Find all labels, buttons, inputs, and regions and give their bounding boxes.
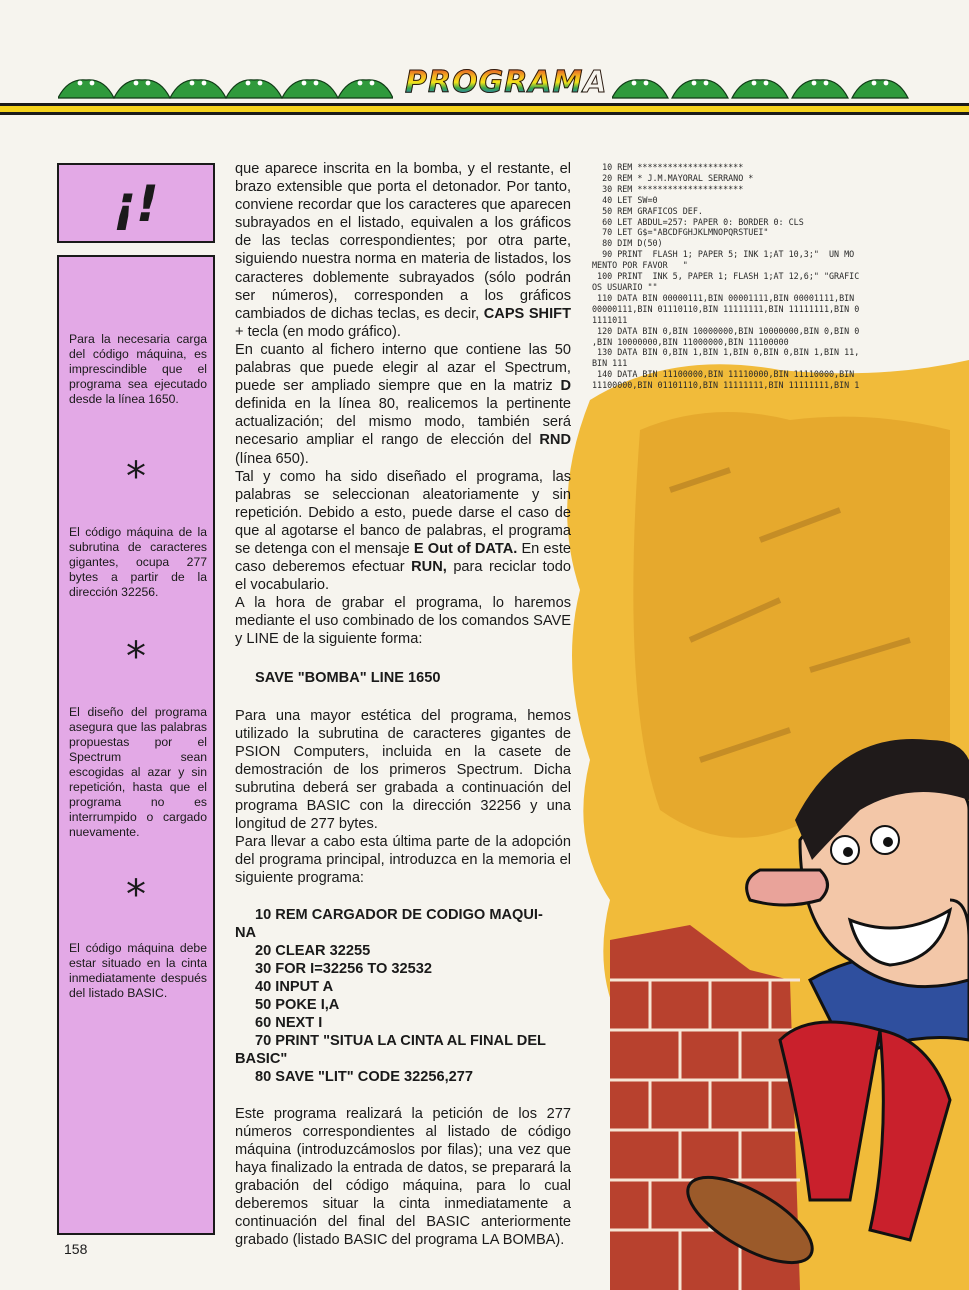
paragraph: Para llevar a cabo esta última parte de la adopción del programa principal, introduzca en la memoria el siguiente programa: (235, 834, 571, 887)
save-command: SAVE "BOMBA" LINE 1650 (255, 669, 441, 686)
listing-line: 1111011 (592, 314, 628, 325)
code-line: 50 POKE I,A (255, 997, 340, 1014)
cartoon-illustration (550, 340, 969, 1290)
listing-line: 130 DATA BIN 0,BIN 1,BIN 1,BIN 0,BIN 0,BIN 1,BIN 11, (592, 347, 860, 358)
code-line: BASIC" (235, 1051, 288, 1068)
listing-line: MENTO POR FAVOR " (592, 260, 688, 271)
section-title: PROGRAMA (405, 65, 608, 100)
sidebar-notes (57, 255, 215, 1235)
listing-line: 100 PRINT INK 5, PAPER 1; FLASH 1;AT 12,6;" "GRAFIC (592, 271, 860, 282)
code-line: 80 SAVE "LIT" CODE 32256,277 (255, 1069, 473, 1086)
listing-line: 00000111,BIN 01110110,BIN 11111111,BIN 11111111,BIN 0 (592, 303, 860, 314)
code-line: 10 REM CARGADOR DE CODIGO MAQUI- (255, 906, 543, 923)
sidebar-heading: ¡! (57, 163, 215, 243)
sidebar-note-3: El diseño del programa asegura que las palabras propuestas por el Spectrum sean escogidas al azar y sin repetición, hasta que el programa no es interrumpido o cargado nuevamente. (69, 705, 207, 839)
paragraph: En cuanto al fichero interno que contiene las 50 palabras que puede elegir al azar el Spectrum, puede ser ampliado siempre que en la matriz D definida en la línea 80, realicemos la pertinente actualización; del mismo modo, también será necesario ampliar el rango de elección del RND (línea 650). (235, 341, 571, 467)
listing-line: 11100000,BIN 01101110,BIN 11111111,BIN 11111111,BIN 1 (592, 380, 860, 391)
paragraph: Para una mayor estética del programa, hemos utilizado la subrutina de caracteres gigantes de PSION Computers, incluida en la casete de demostración de los primeros Spectrum. Dicha subrutina deberá ser grabada a continuación del programa BASIC con la dirección 32256 y una longitud de 277 bytes. (235, 707, 571, 833)
paragraph: A la hora de grabar el programa, lo haremos mediante el uso combinado de los comandos SAVE y LINE de la siguiente forma: (235, 595, 571, 648)
star-divider-icon: * (126, 634, 146, 680)
listing-line: 70 LET G$="ABCDFGHJKLMNOPQRSTUEI" (592, 227, 769, 238)
frog-border-right-icon (612, 70, 912, 100)
sidebar-note-1: Para la necesaria carga del código máquina, es imprescindible que el programa sea ejecutado desde la línea 1650. (69, 332, 207, 406)
article-body (235, 160, 571, 1249)
paragraph: Tal y como ha sido diseñado el programa, las palabras se seleccionan aleatoriamente y sin repetición. Debido a esto, puede darse el caso de que al agotarse el banco de palabras, el programa se detenga con el mensaje E Out of DATA. En este caso deberemos efectuar RUN, para reciclar todo el vocabulario. (235, 468, 572, 594)
listing-line: BIN 111 (592, 358, 628, 369)
star-divider-icon: * (126, 454, 146, 500)
listing-line: ,BIN 10000000,BIN 11000000,BIN 11100000 (592, 336, 789, 347)
listing-line: 110 DATA BIN 00000111,BIN 00001111,BIN 00001111,BIN (592, 292, 855, 303)
listing-line: 90 PRINT FLASH 1; PAPER 5; INK 1;AT 10,3;" UN MO (592, 249, 855, 260)
listing-line: 10 REM ********************* (592, 162, 744, 172)
key-name: CAPS SHIFT (483, 305, 571, 322)
paragraph: que aparece inscrita en la bomba, y el restante, el brazo extensible que porta el detonador. Por tanto, conviene recordar que los caracteres que aparecen subrayados en el listado, equivalen a los gráficos de las teclas correspondientes; por otra parte, siguiendo nuestra norma en materia de listados, los caracteres doblemente subrayados (sólo podrán ser números), corresponden a los gráficos cambiados de dichas teclas, es decir, CAPS SHIFT + tecla (en modo gráfico). (235, 161, 571, 340)
listing-line: 120 DATA BIN 0,BIN 10000000,BIN 10000000,BIN 0,BIN 0 (592, 325, 860, 336)
code-line: NA (235, 924, 257, 941)
paragraph: Este programa realizará la petición de los 277 números correspondientes al listado de código máquina (introduzcámoslos por filas); una vez que haya finalizado la entrada de datos, se preparará la grabación del código máquina, para lo cual deberemos situar la cinta inmediatamente a continuación del final del BASIC anteriormente grabado (listado BASIC del programa LA BOMBA). (235, 1105, 571, 1249)
star-divider-icon: * (126, 872, 146, 918)
basic-listing (592, 162, 922, 391)
sidebar-note-4: El código máquina debe estar situado en la cinta inmediatamente después del listado BASIC. (69, 941, 207, 1000)
listing-line: 140 DATA BIN 11100000,BIN 11110000,BIN 11110000,BIN (592, 369, 855, 380)
listing-line: 80 DIM D(50) (592, 238, 663, 249)
listing-line: 20 REM * J.M.MAYORAL SERRANO * (592, 172, 754, 183)
code-line: 70 PRINT "SITUA LA CINTA AL FINAL DEL (255, 1033, 546, 1050)
listing-line: 40 LET SW=0 (592, 194, 658, 205)
code-line: 30 FOR I=32256 TO 32532 (255, 960, 432, 977)
listing-line: 60 LET ABDUL=257: PAPER 0: BORDER 0: CLS (592, 216, 804, 227)
code-line: 20 CLEAR 32255 (255, 942, 371, 959)
header-rule-bottom (0, 112, 969, 115)
sidebar-note-2: El código máquina de la subrutina de caracteres gigantes, ocupa 277 bytes a partir de la dirección 32256. (69, 525, 207, 599)
page-number: 158 (64, 1241, 88, 1257)
listing-line: 30 REM ********************* (592, 183, 744, 194)
code-line: 40 INPUT A (255, 978, 334, 995)
code-line: 60 NEXT I (255, 1015, 323, 1032)
frog-border-left-icon (58, 70, 393, 100)
page-header (0, 0, 969, 120)
listing-line: OS USUARIO "" (592, 281, 658, 292)
listing-line: 50 REM GRAFICOS DEF. (592, 205, 703, 216)
loader-listing (235, 906, 571, 1087)
